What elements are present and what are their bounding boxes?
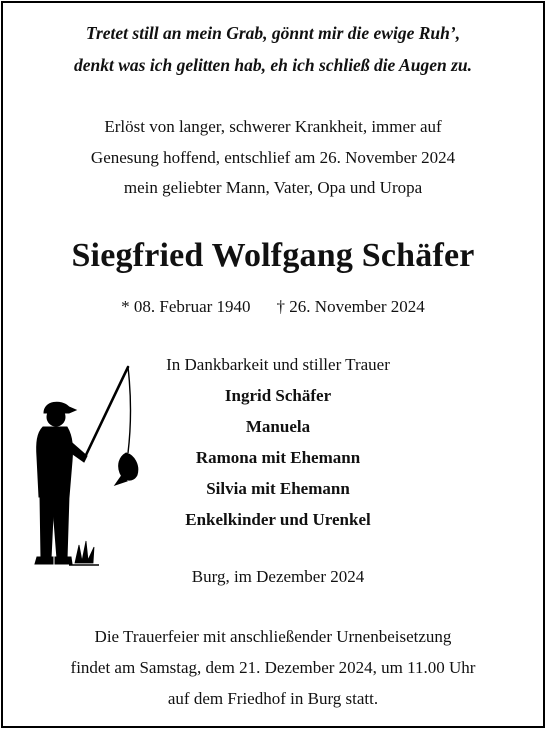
birth-date: * 08. Februar 1940 <box>121 297 251 316</box>
mourners-heading: In Dankbarkeit und stiller Trauer <box>166 355 390 374</box>
intro-line-1: Erlöst von langer, schwerer Krankheit, immer auf <box>104 117 442 136</box>
mourner-name: Silvia mit Ehemann <box>206 479 350 498</box>
mourner-name: Manuela <box>245 417 311 436</box>
mourner-name: Enkelkinder und Urenkel <box>185 510 371 529</box>
intro-line-3: mein geliebter Mann, Vater, Opa und Uropa <box>123 178 423 197</box>
service-line-2: findet am Samstag, dem 21. Dezember 2024, um 11.00 Uhr <box>70 658 476 677</box>
life-dates <box>3 297 543 317</box>
service-line-3: auf dem Friedhof in Burg statt. <box>167 689 379 708</box>
verse-line-1: Tretet still an mein Grab, gönnt mir die ewige Ruh’, <box>85 23 461 43</box>
intro-line-2: Genesung hoffend, entschlief am 26. November 2024 <box>90 148 456 167</box>
obituary-card <box>1 1 545 728</box>
death-date: † 26. November 2024 <box>276 297 425 316</box>
service-line-1: Die Trauerfeier mit anschließender Urnenbeisetzung <box>94 627 452 646</box>
mourner-name: Ramona mit Ehemann <box>195 448 361 467</box>
deceased-name: Siegfried Wolfgang Schäfer <box>71 237 475 274</box>
verse-line-2: denkt was ich gelitten hab, eh ich schließ die Augen zu. <box>74 55 472 75</box>
mourner-name: Ingrid Schäfer <box>224 386 332 405</box>
place-date: Burg, im Dezember 2024 <box>191 567 365 586</box>
